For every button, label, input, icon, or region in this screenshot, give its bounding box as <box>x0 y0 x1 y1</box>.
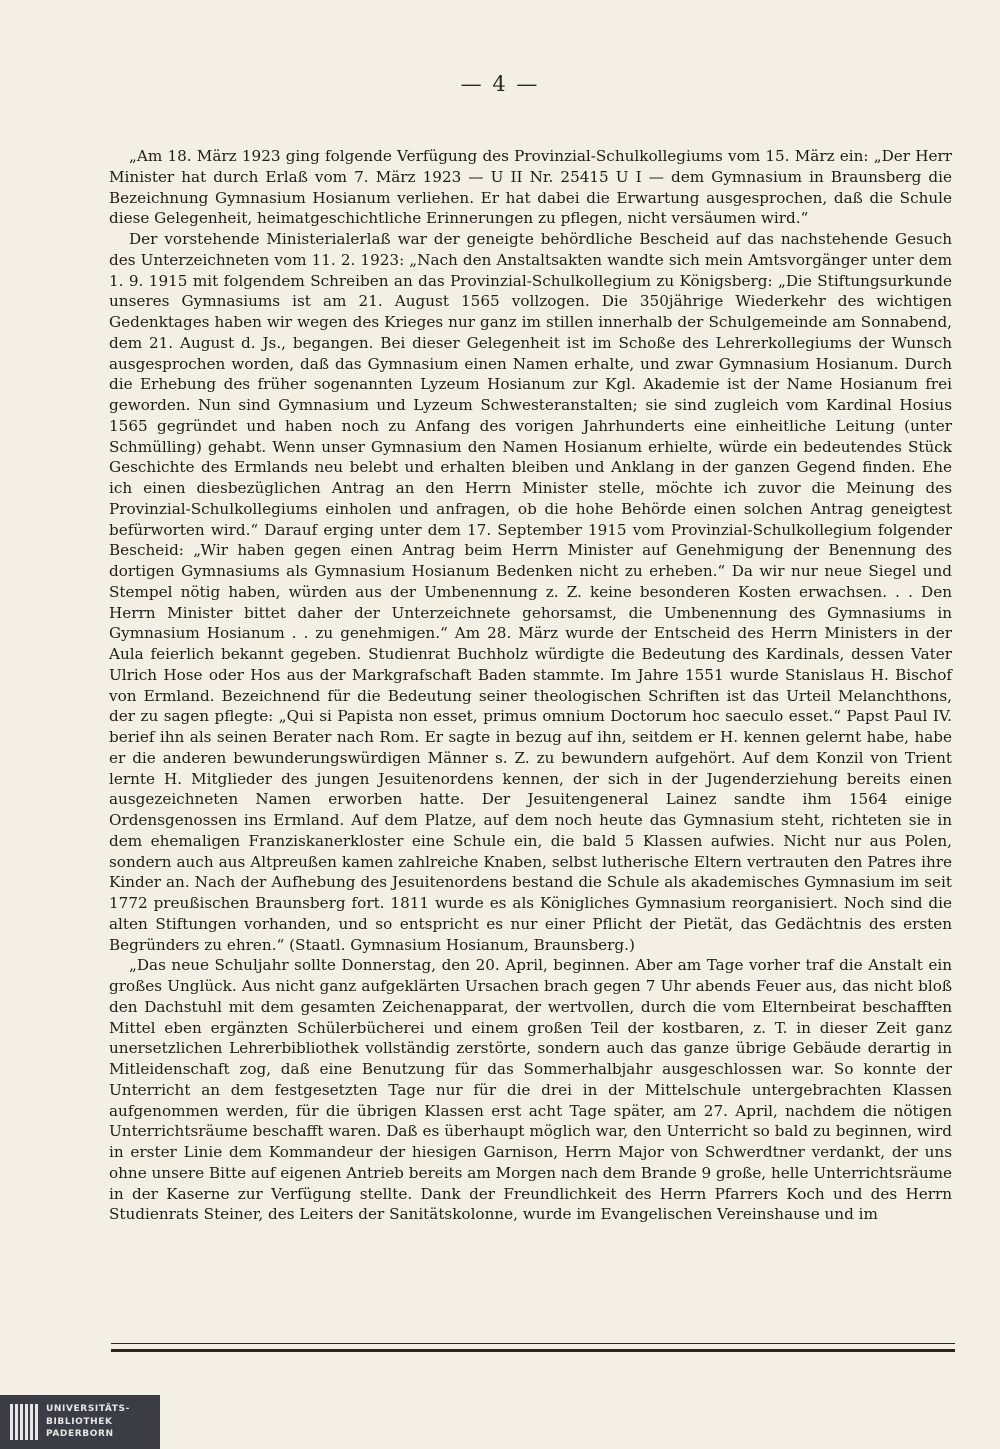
page-number: — 4 — <box>460 72 540 96</box>
library-name-line-1: UNIVERSITÄTS- <box>46 1404 130 1414</box>
paragraph-school-year-fire: „Das neue Schuljahr sollte Donnerstag, den 20. April, beginnen. Aber am Tage vorher traf die Anstalt ein großes Unglück. Aus nicht ganz aufgeklärten Ursachen brach gegen 7 Uhr abends Feuer aus, das nicht bloß den Dachstuhl mit dem gesamten Zeichenapparat, der wertvollen, durch die vom Elternbeirat beschafften Mittel eben ergänzten Schülerbücherei und einem großen Teil der kostbaren, z. T. in dieser Zeit ganz unersetzlichen Lehrerbibliothek vollständig zerstörte, sondern auch das ganze übrige Gebäude derartig in Mitleidenschaft zog, daß eine Benutzung für das Sommerhalbjahr ausgeschlossen war. So konnte der Unterricht an dem festgesetzten Tage nur für die drei in der Mittelschule untergebrachten Klassen aufgenommen werden, für die übrigen Klassen erst acht Tage später, am 27. April, nachdem die nötigen Unterrichtsräume beschafft waren. Daß es überhaupt möglich war, den Unterricht so bald zu beginnen, wird in erster Linie dem Kommandeur der hiesigen Garnison, Herrn Major von Schwerdtner verdankt, der uns ohne unsere Bitte auf eigenen Antrieb bereits am Morgen nach dem Brande 9 große, helle Unterrichtsräume in der Kaserne zur Verfügung stellte. Dank der Freundlichkeit des Herrn Pfarrers Koch und des Herrn Studienrats Steiner, des Leiters der Sanitätskolonne, wurde im Evangelischen Vereinshause und im <box>109 956 952 1224</box>
library-name-line-2: BIBLIOTHEK <box>46 1416 113 1427</box>
paragraph-ministerial-decree: „Am 18. März 1923 ging folgende Verfügung des Provinzial-Schulkollegiums vom 15. März ein: „Der Herr Minister hat durch Erlaß vom 7. März 1923 — U II Nr. 25415 U I — dem Gymnasium in Braunsberg die Bezeichnung Gymnasium Hosianum verliehen. Er hat dabei die Erwartung ausgesprochen, daß die Schule diese Gelegenheit, heimatgeschichtliche Erinnerungen zu pflegen, nicht versäumen wird.“ <box>109 147 952 228</box>
footer-rule-thick <box>111 1349 955 1352</box>
library-logo-icon <box>9 1402 39 1442</box>
paragraph-petition: Der vorstehende Ministerialerlaß war der geneigte behördliche Bescheid auf das nachstehende Gesuch des Unterzeichneten vom 11. 2. 1923: „Nach den Anstaltsakten wandte sich mein Amtsvorgänger unter dem 1. 9. 1915 mit folgendem Schreiben an das Provinzial-Schulkollegium zu Königsberg: „Die Stiftungsurkunde unseres Gymnasiums ist am 21. August 1565 vollzogen. Die 350jährige Wiederkehr des wichtigen Gedenktages haben wir wegen des Krieges nur ganz im stillen innerhalb der Schulgemeinde am Sonnabend, dem 21. August d. Js., begangen. Bei dieser Gelegenheit ist im Schoße des Lehrerkollegiums der Wunsch ausgesprochen worden, daß das Gymnasium einen Namen erhalte, und zwar Gymnasium Hosianum. Durch die Erhebung des früher sogenannten Lyzeum Hosianum zur Kgl. Akademie ist der Name Hosianum frei geworden. Nun sind Gymnasium und Lyzeum Schwesteranstalten; sie sind zugleich vom Kardinal Hosius 1565 gegründet und haben noch zu Anfang des vorigen Jahrhunderts eine einheitliche Leitung (unter Schmülling) gehabt. Wenn unser Gymnasium den Namen Hosianum erhielte, würde ein bedeutendes Stück Geschichte des Ermlands neu belebt und erhalten bleiben und Anklang in der ganzen Gegend finden. Ehe ich einen diesbezüglichen Antrag an den Herrn Minister stelle, möchte ich zuvor die Meinung des Provinzial-Schulkollegiums einholen und anfragen, ob die hohe Behörde einen solchen Antrag geneigtest befürworten wird.“ Darauf erging unter dem 17. September 1915 vom Provinzial-Schulkollegium folgender Bescheid: „Wir haben gegen einen Antrag beim Herrn Minister auf Genehmigung der Benennung des dortigen Gymnasiums als Gymnasium Hosianum Bedenken nicht zu erheben.“ Da wir nur neue Siegel und Stempel nötig haben, würden aus der Umbenennung z. Z. keine besonderen Kosten erwachsen. . . Den Herrn Minister bittet daher der Unterzeichnete gehorsamst, die Umbenennung des Gymnasiums in Gymnasium Hosianum . . zu genehmigen.“ Am 28. März wurde der Entscheid des Herrn Ministers in der Aula feierlich bekannt gegeben. Studienrat Buchholz würdigte die Bedeutung des Kardinals, dessen Vater Ulrich Hose oder Hos aus der Markgrafschaft Baden stammte. Im Jahre 1551 wurde Stanislaus H. Bischof von Ermland. Bezeichnend für die Bedeutung seiner theologischen Schriften ist das Urteil Melanchthons, der zu sagen pflegte: „Qui si Papista non esset, primus omnium Doctorum hoc saeculo esset.“ Papst Paul IV. berief ihn als seinen Berater nach Rom. Er sagte in bezug auf ihn, seitdem er H. kennen gelernt habe, habe er die anderen bewunderungswürdigen Männer s. Z. zu bewundern aufgehört. Auf dem Konzil von Trient lernte H. Mitglieder des jungen Jesuitenordens kennen, der sich in der Jugenderziehung bereits einen ausgezeichneten Namen erworben hatte. Der Jesuitengeneral Lainez sandte ihm 1564 einige Ordensgenossen ins Ermland. Auf dem Platze, auf dem noch heute das Gymnasium steht, richteten sie in dem ehemaligen Franziskanerkloster eine Schule ein, die bald 5 Klassen aufwies. Nicht nur aus Polen, sondern auch aus Altpreußen kamen zahlreiche Knaben, selbst lutherische Eltern vertrauten den Patres ihre Kinder an. Nach der Aufhebung des Jesuitenordens bestand die Schule als akademisches Gymnasium im seit 1772 preußischen Braunsberg fort. 1811 wurde es als Königliches Gymnasium reorganisiert. Noch sind die alten Stiftungen vorhanden, und so entspricht es nur einer Pflicht der Pietät, das Gedächtnis des ersten Begründers zu ehren.“ (Staatl. Gymnasium Hosianum, Braunsberg.) <box>109 230 952 954</box>
footer-rule-thin <box>111 1343 955 1344</box>
document-body <box>109 146 952 1225</box>
library-watermark <box>0 1395 160 1449</box>
footer-rule <box>111 1343 955 1352</box>
library-name <box>46 1403 130 1441</box>
library-name-line-3: PADERBORN <box>46 1429 114 1439</box>
